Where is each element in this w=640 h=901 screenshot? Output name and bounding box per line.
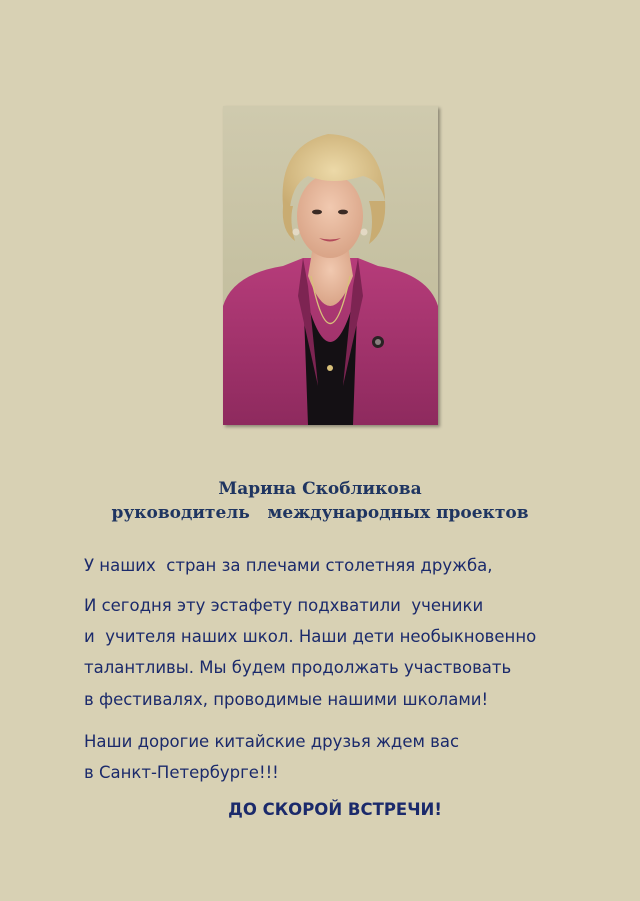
person-name: Марина Скобликова [218,479,422,499]
portrait-photo [223,106,438,425]
person-title: руководитель международных проектов [111,503,529,523]
message-line: У наших стран за плечами столетняя дружба, [84,556,493,575]
message-line: в фестивалях, проводимые нашими школами! [84,690,489,709]
message-line: Наши дорогие китайские друзья ждем вас [84,732,460,751]
closing-line: ДО СКОРОЙ ВСТРЕЧИ! [228,800,442,819]
message-line: И сегодня эту эстафету подхватили ученики [84,596,484,615]
message-line: в Санкт-Петербурге!!! [84,763,279,782]
message-line: талантливы. Мы будем продолжать участвовать [84,658,512,677]
message-line: и учителя наших школ. Наши дети необыкновенно [84,627,537,646]
